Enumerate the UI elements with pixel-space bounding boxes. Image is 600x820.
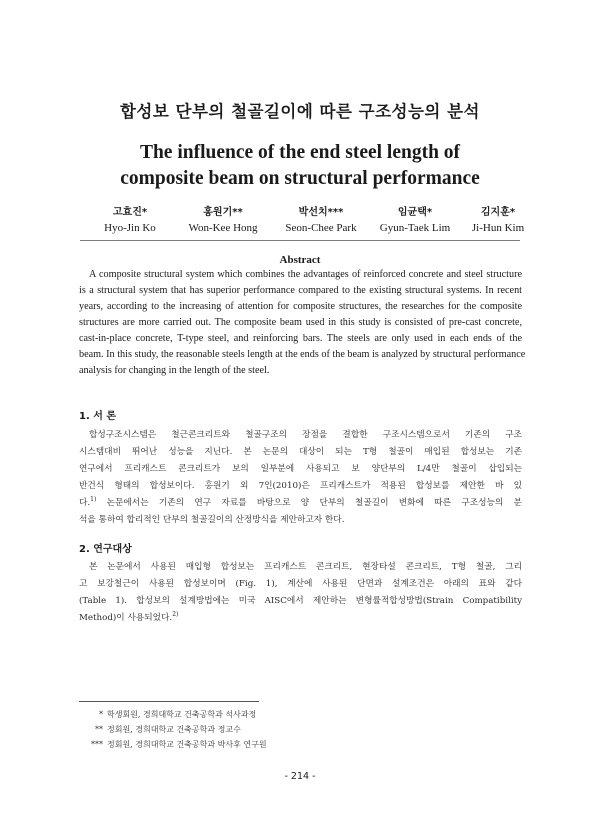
author-korean-name: 김지훈* [480, 207, 516, 218]
author-korean-name: 박선치*** [298, 207, 344, 218]
abstract-line: beam. In this study, the reasonable steels length at the ends of the beam is analyzed by structural performance [79, 349, 526, 360]
abstract-body [79, 267, 526, 379]
body-line: 반건식 형태의 합성보이다. 홍원기 외 7인(2010)은 프리캐스트가 적용된 합성보를 제안한 바 있 [79, 481, 522, 491]
author [168, 203, 278, 237]
section-heading-introduction: 1. 서 론 [79, 411, 117, 422]
body-line-start: Method)이 사용되었다. [79, 613, 173, 623]
abstract-line: analysis for changing in the length of the steel. [79, 365, 270, 376]
body-line-start: 다. [79, 498, 91, 508]
author-korean-name: 임균택* [397, 207, 433, 218]
abstract-line: cast-in-place concrete, T-type steel, and reinforcing bars. The steels are only used in each ends of the [79, 333, 522, 344]
footnote-mark: * [99, 710, 103, 719]
abstract-line: A composite structural system which combines the advantages of reinforced concrete and steel structure [89, 269, 522, 280]
body-line: 고 보강철근이 사용된 합성보이며 (Fig. 1), 계산에 사용된 단면과 설계조건은 아래의 표와 같다 [79, 579, 522, 589]
abstract-line: years, according to the increasing of attention for composite structures, the researches for the composite [79, 301, 522, 312]
body-line [79, 610, 522, 627]
footnote-text: 학생회원, 경희대학교 건축공학과 석사과정 [107, 710, 257, 719]
footnote-mark: *** [91, 740, 103, 749]
body-line-rest: 논문에서는 기존의 연구 자료를 바탕으로 양 단부의 철골길이 변화에 따른 구조성능의 분 [96, 498, 522, 508]
author-english-name: Won-Kee Hong [188, 222, 258, 234]
body-line: 연구에서 프리캐스트 콘크리트가 보의 일부분에 사용되고 보 양단부의 L/4만 철골이 삽입되는 [79, 464, 522, 474]
body-line: (Table 1). 합성보의 설계방법에는 미국 AISC에서 제안하는 변형률적합성방법(Strain Compatibility [79, 596, 522, 606]
body-line: 합성구조시스템은 철근콘크리트와 철골구조의 장점을 결합한 구조시스템으로서 기존의 구조 [89, 430, 522, 440]
footnote [79, 707, 522, 722]
author-korean-name: 홍원기** [203, 207, 243, 218]
footnote [79, 737, 522, 752]
english-title-line: composite beam on structural performance [120, 168, 480, 189]
author-english-name: Seon-Chee Park [285, 222, 357, 234]
abstract-heading: Abstract [279, 254, 321, 266]
footnote [79, 722, 522, 737]
body-line [79, 495, 522, 512]
reference-marker: 1) [90, 496, 97, 504]
body-line: 시스템대비 뛰어난 성능을 지닌다. 본 논문의 대상이 되는 T형 철골이 매입된 합성보는 기존 [79, 447, 522, 457]
footnote-text: 정회원, 경희대학교 건축공학과 박사후 연구원 [107, 740, 267, 749]
author-english-name: Hyo-Jin Ko [104, 222, 156, 234]
footnote-mark: ** [95, 725, 103, 734]
korean-title: 합성보 단부의 철골길이에 따른 구조성능의 분석 [119, 102, 480, 121]
divider [80, 240, 520, 241]
author-korean-name: 고효진* [112, 207, 148, 218]
abstract-line: structures are more carried out. The composite beam used in this study is consisted of pre-cast concrete, [79, 317, 522, 328]
section-body-research-subject [79, 559, 522, 627]
author [443, 203, 553, 237]
page-number: - 214 - [284, 771, 316, 782]
footnote-divider [79, 701, 259, 702]
english-title-line: The influence of the end steel length of [139, 142, 461, 163]
abstract-line: is a structural system that has superior performance compared to the existing structural systems. In recent [79, 285, 522, 296]
reference-marker: 2) [172, 611, 179, 619]
body-line: 석을 통하여 합리적인 단부의 철골길이의 산정방식을 제안하고자 한다. [79, 515, 345, 525]
footnote-text: 정회원, 경희대학교 건축공학과 정교수 [107, 725, 241, 734]
section-heading-research-subject: 2. 연구대상 [79, 544, 132, 555]
section-body-introduction [79, 427, 522, 529]
author-english-name: Ji-Hun Kim [471, 222, 525, 234]
author-english-name: Gyun-Taek Lim [379, 222, 451, 234]
body-line: 본 논문에서 사용된 매입형 합성보는 프리캐스트 콘크리트, 현장타설 콘크리트, T형 철골, 그리 [89, 562, 522, 572]
footnotes [79, 707, 522, 752]
english-title [0, 140, 600, 192]
